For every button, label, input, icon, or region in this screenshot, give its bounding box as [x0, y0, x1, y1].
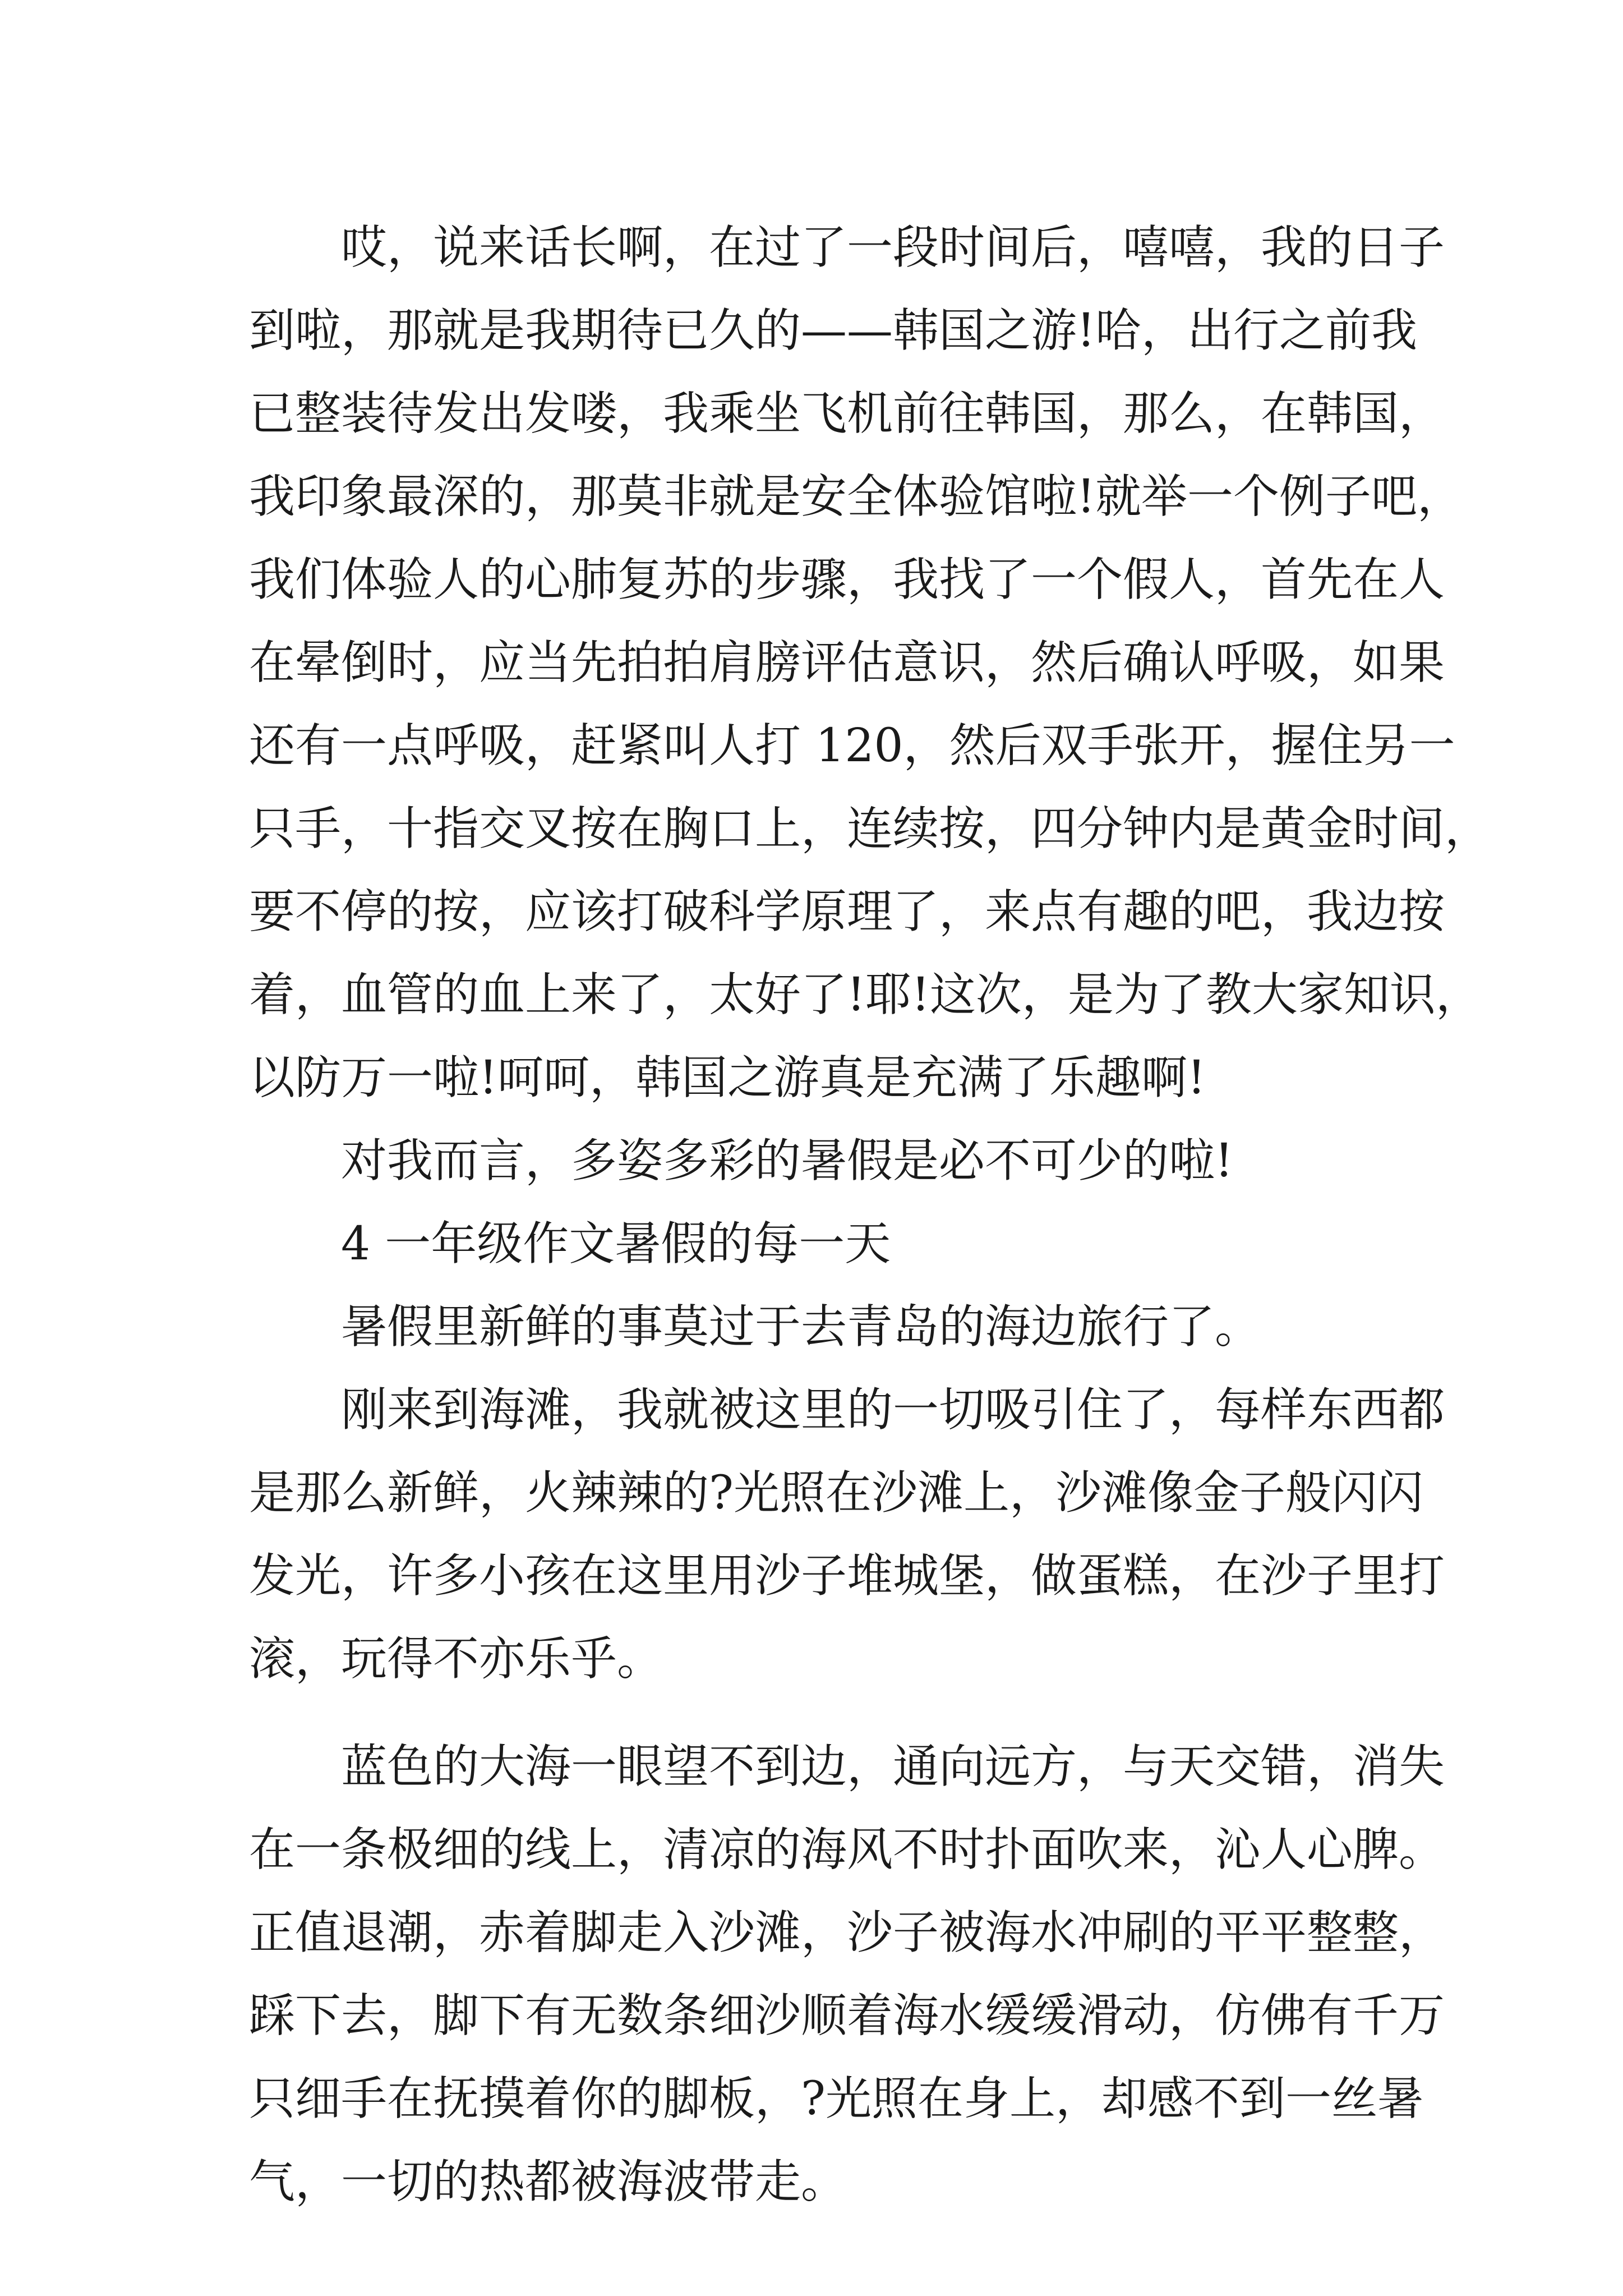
- text-line: 踩下去，脚下有无数条细沙顺着海水缓缓滑动，仿佛有千万: [249, 1989, 1445, 2042]
- text-line: 还有一点呼吸，赶紧叫人打 120，然后双手张开，握住另一: [249, 719, 1455, 772]
- text-line: 我们体验人的心肺复苏的步骤，我找了一个假人，首先在人: [249, 553, 1445, 606]
- text-line: 暑假里新鲜的事莫过于去青岛的海边旅行了。: [341, 1300, 1261, 1354]
- paragraph-sea: [249, 1726, 1445, 2224]
- text-line: 在晕倒时，应当先拍拍肩膀评估意识，然后确认呼吸，如果: [249, 636, 1445, 689]
- text-line: 以防万一啦!呵呵，韩国之游真是充满了乐趣啊!: [249, 1051, 1206, 1105]
- text-line: 发光，许多小孩在这里用沙子堆城堡，做蛋糕，在沙子里打: [249, 1549, 1445, 1603]
- text-line: 要不停的按，应该打破科学原理了，来点有趣的吧，我边按: [249, 885, 1445, 938]
- text-line: 只细手在抚摸着你的脚板，?光照在身上，却感不到一丝暑: [249, 2072, 1423, 2125]
- text-line: 到啦，那就是我期待已久的——韩国之游!哈，出行之前我: [249, 304, 1417, 357]
- heading-text: 4 一年级作文暑假的每一天: [341, 1217, 891, 1271]
- text-line: 刚来到海滩，我就被这里的一切吸引住了，每样东西都: [341, 1383, 1445, 1437]
- text-line: 正值退潮，赤着脚走入沙滩，沙子被海水冲刷的平平整整，: [249, 1906, 1445, 1959]
- paragraph-intro: [249, 1286, 1376, 1369]
- text-line: 是那么新鲜，火辣辣的?光照在沙滩上，沙滩像金子般闪闪: [249, 1466, 1423, 1520]
- text-line: 只手，十指交叉按在胸口上，连续按，四分钟内是黄金时间，: [249, 802, 1491, 855]
- text-line: 哎，说来话长啊，在过了一段时间后，嘻嘻，我的日子: [341, 221, 1445, 274]
- text-line: 我印象最深的，那莫非就是安全体验馆啦!就举一个例子吧，: [249, 470, 1463, 523]
- text-line: 滚，玩得不亦乐乎。: [249, 1632, 663, 1686]
- text-line: 对我而言，多姿多彩的暑假是必不可少的啦!: [341, 1134, 1233, 1188]
- section-heading: [249, 1203, 1376, 1286]
- paragraph-korea-trip: [249, 206, 1491, 1120]
- document-body: [249, 206, 1491, 2224]
- text-line: 蓝色的大海一眼望不到边，通向远方，与天交错，消失: [341, 1740, 1445, 1793]
- paragraph-beach: [249, 1369, 1445, 1701]
- text-line: 已整装待发出发喽，我乘坐飞机前往韩国，那么，在韩国，: [249, 387, 1445, 440]
- text-line: 着，血管的血上来了，太好了!耶!这次，是为了教大家知识，: [249, 968, 1482, 1022]
- text-line: 在一条极细的线上，清凉的海风不时扑面吹来，沁人心脾。: [249, 1823, 1445, 1876]
- text-line: 气，一切的热都被海波带走。: [249, 2155, 847, 2208]
- paragraph-summary: [249, 1120, 1376, 1203]
